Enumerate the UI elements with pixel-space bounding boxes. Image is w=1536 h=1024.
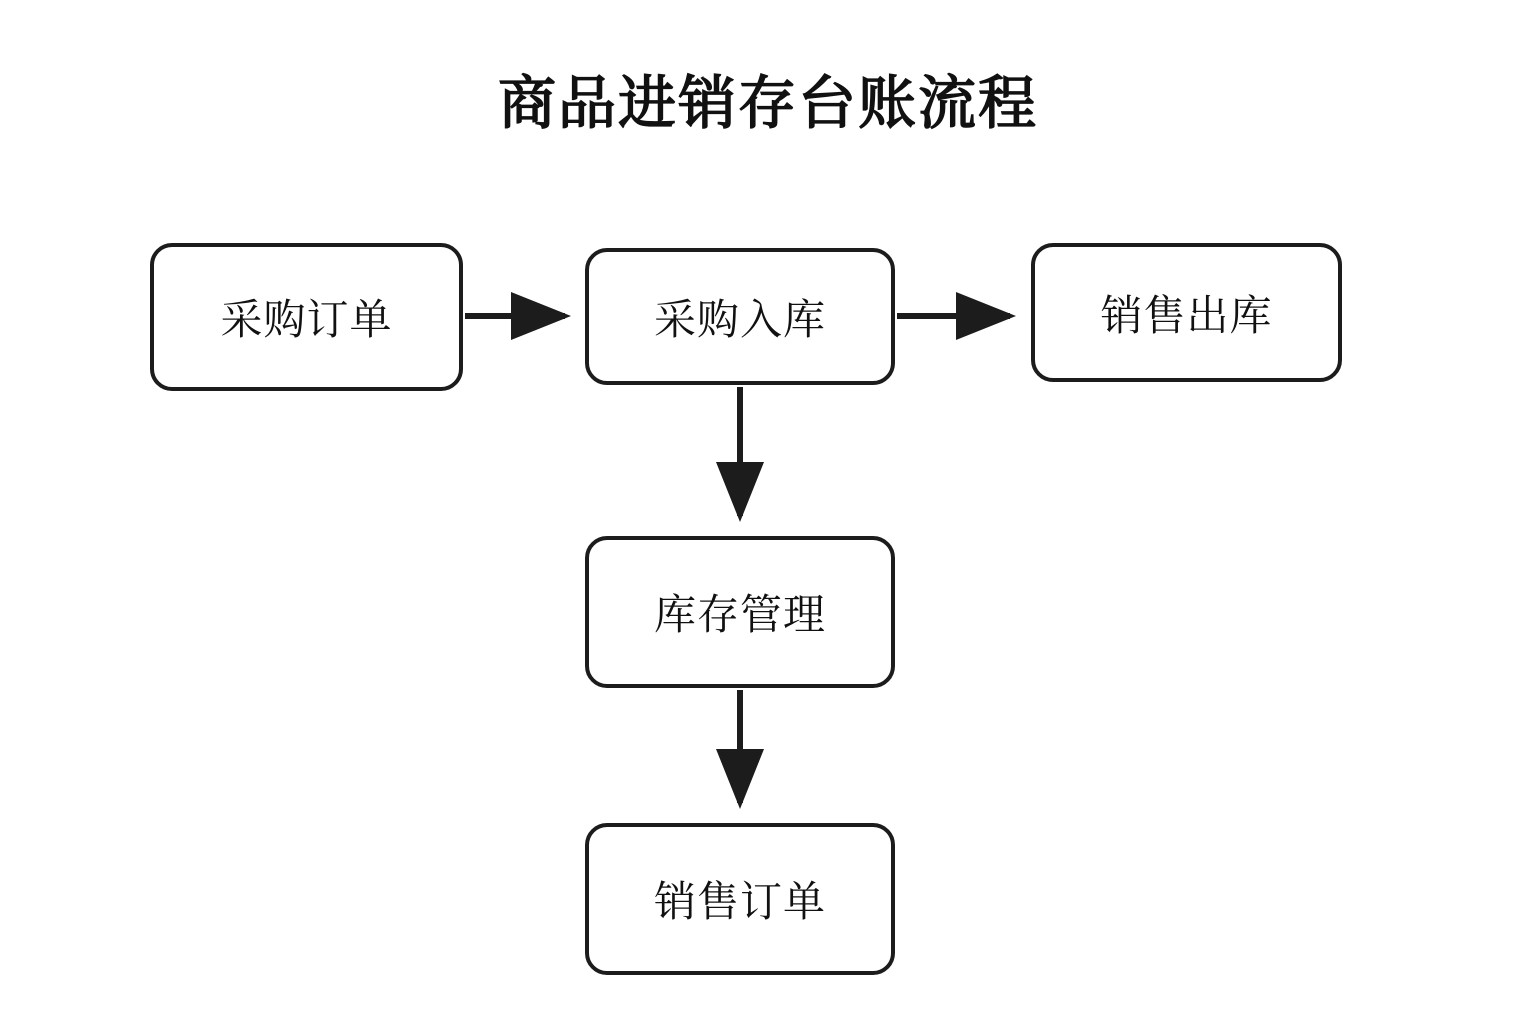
node-purchase-order-label: 采购订单 [220,296,393,343]
node-purchase-order[interactable] [150,243,463,391]
node-purchase-in-label: 采购入库 [653,295,826,343]
node-purchase-in[interactable] [585,248,895,385]
diagram-title: 商品进销存台账流程 [497,71,1038,136]
node-inventory-management[interactable] [585,536,895,688]
node-sales-order-label: 销售订单 [653,878,826,925]
node-sales-out-label: 销售出库 [1100,291,1273,339]
node-inventory-label: 库存管理 [653,591,826,638]
node-sales-order[interactable] [585,823,895,975]
node-sales-out[interactable] [1031,243,1342,382]
